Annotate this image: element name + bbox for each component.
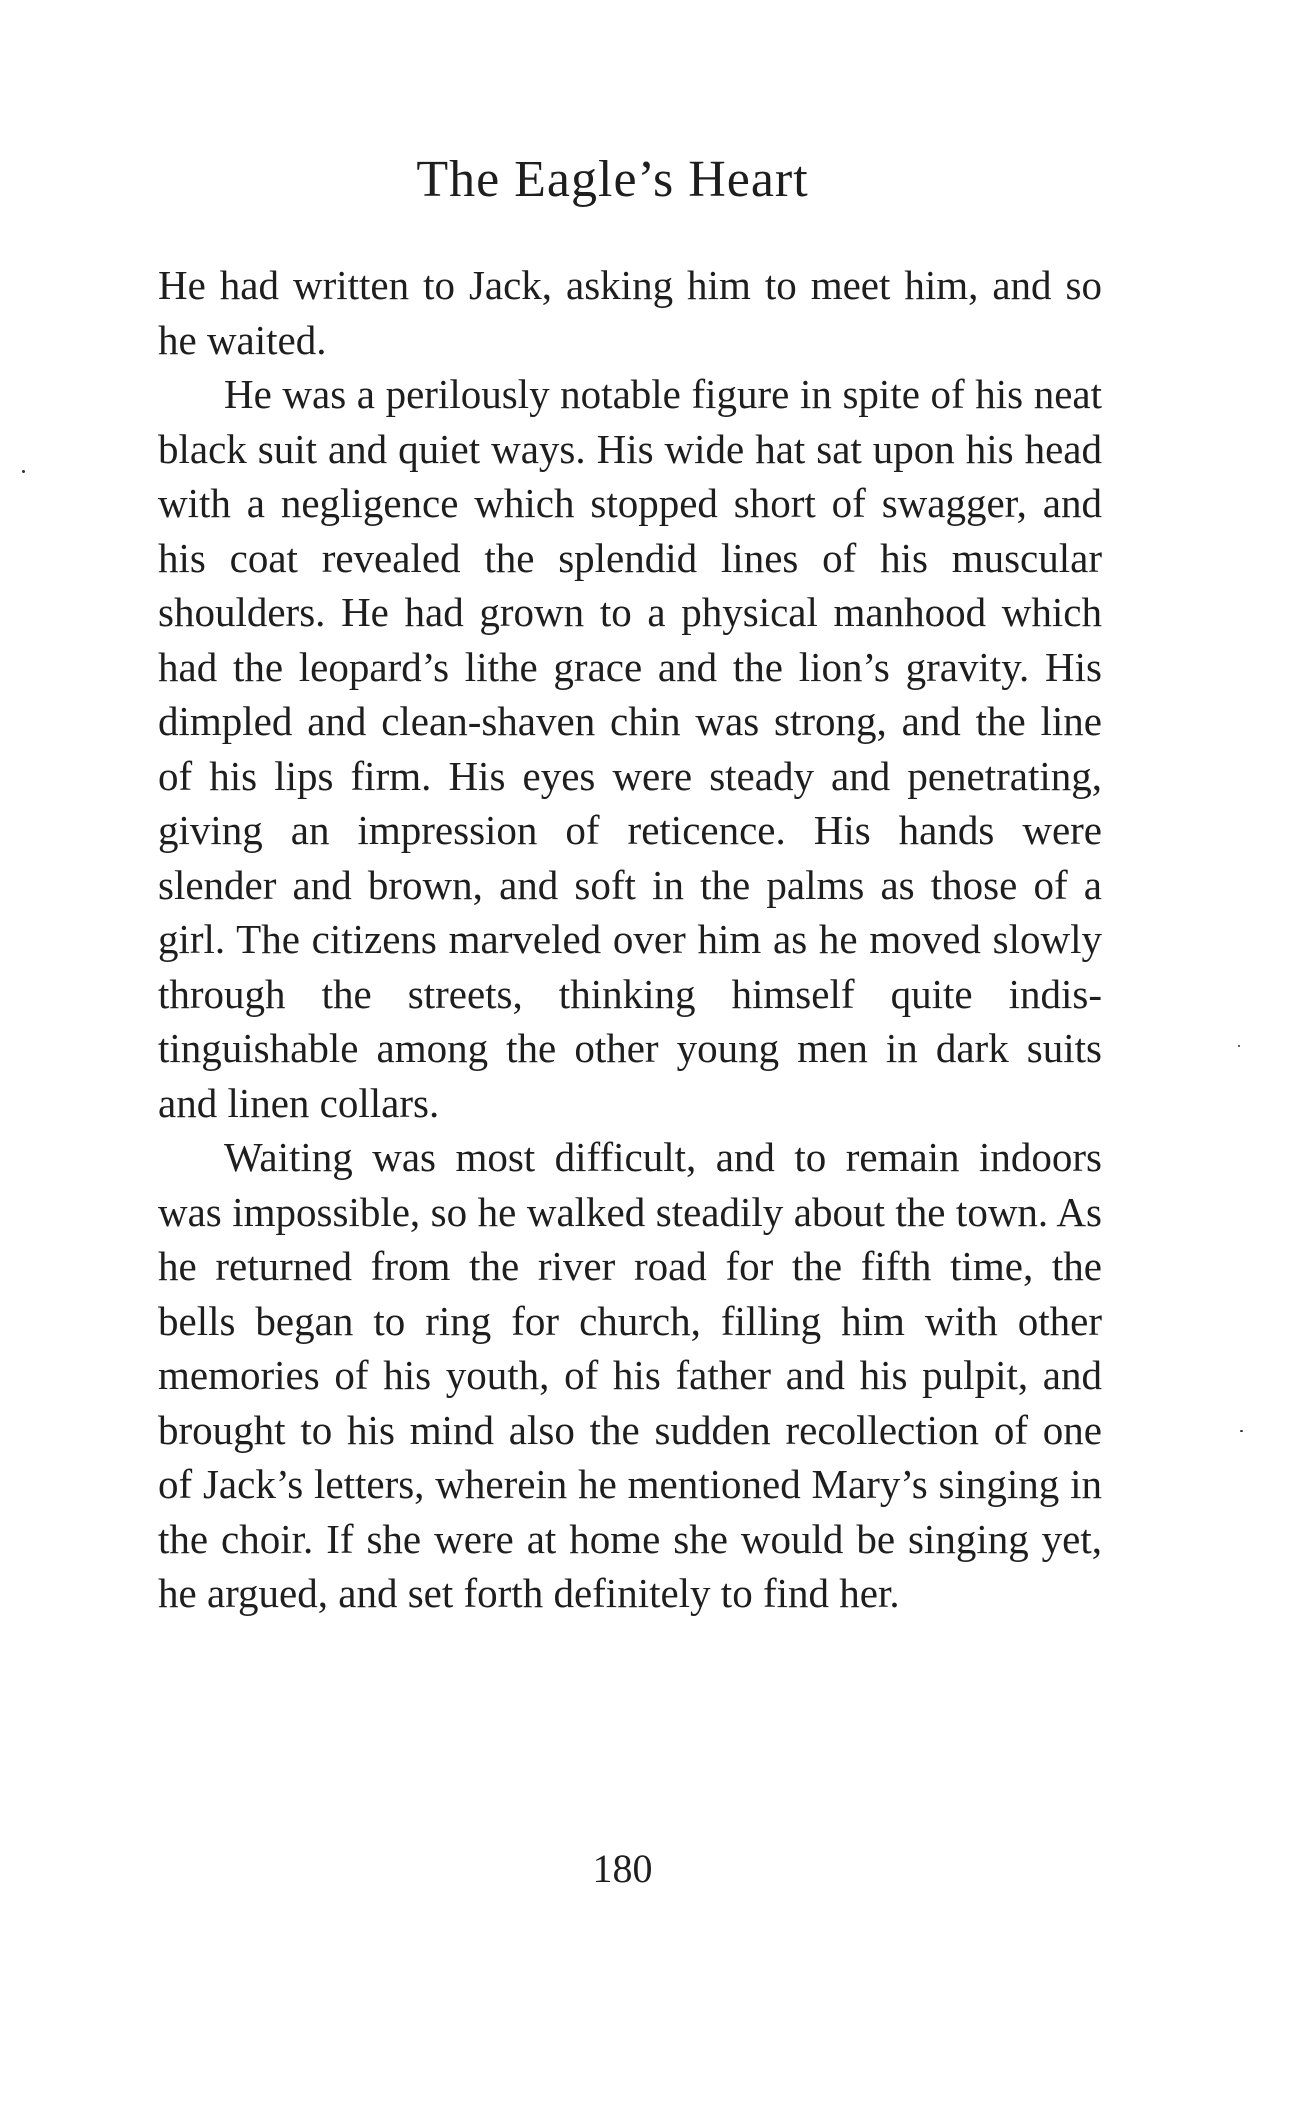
paragraph: Waiting was most difficult, and to remain indoors was impossible, so he walked steadily about the town. As he returned from the river road for the fifth time, the bells began to ring for church, filling him with other memories of his youth, of his father and his pulpit, and brought to his mind also the sudden recollection of one of Jack’s letters, wherein he mentioned Mary’s singing in the choir. If she were at home she would be singing yet, he argued, and set forth definitely to find her. <box>158 1134 1102 1616</box>
scan-speck <box>22 470 25 473</box>
scan-speck <box>1240 1430 1243 1432</box>
scan-speck <box>1238 1045 1240 1047</box>
body-text <box>158 258 1102 1621</box>
page-number-text: 180 <box>592 1846 653 1891</box>
running-head <box>0 150 1293 209</box>
running-head-text: The Eagle’s Heart <box>416 151 809 208</box>
paragraph-continued: He had written to Jack, asking him to meet him, and so he waited. <box>158 262 1102 363</box>
page-number <box>0 1845 1293 1892</box>
paragraph: He was a perilously notable figure in spite of his neat black suit and quiet ways. His wide hat sat upon his head with a negligence which stopped short of swagger, and his coat revealed the splendid lines of his muscular shoulders. He had grown to a physical manhood which had the leopard’s lithe grace and the lion’s gravity. His dimpled and clean-shaven chin was strong, and the line of his lips firm. His eyes were steady and penetrating, giving an impression of reticence. His hands were slender and brown, and soft in the palms as those of a girl. The citizens marveled over him as he moved slowly through the streets, thinking himself quite indistinguishable among the other young men in dark suits and linen collars. <box>158 371 1102 1126</box>
